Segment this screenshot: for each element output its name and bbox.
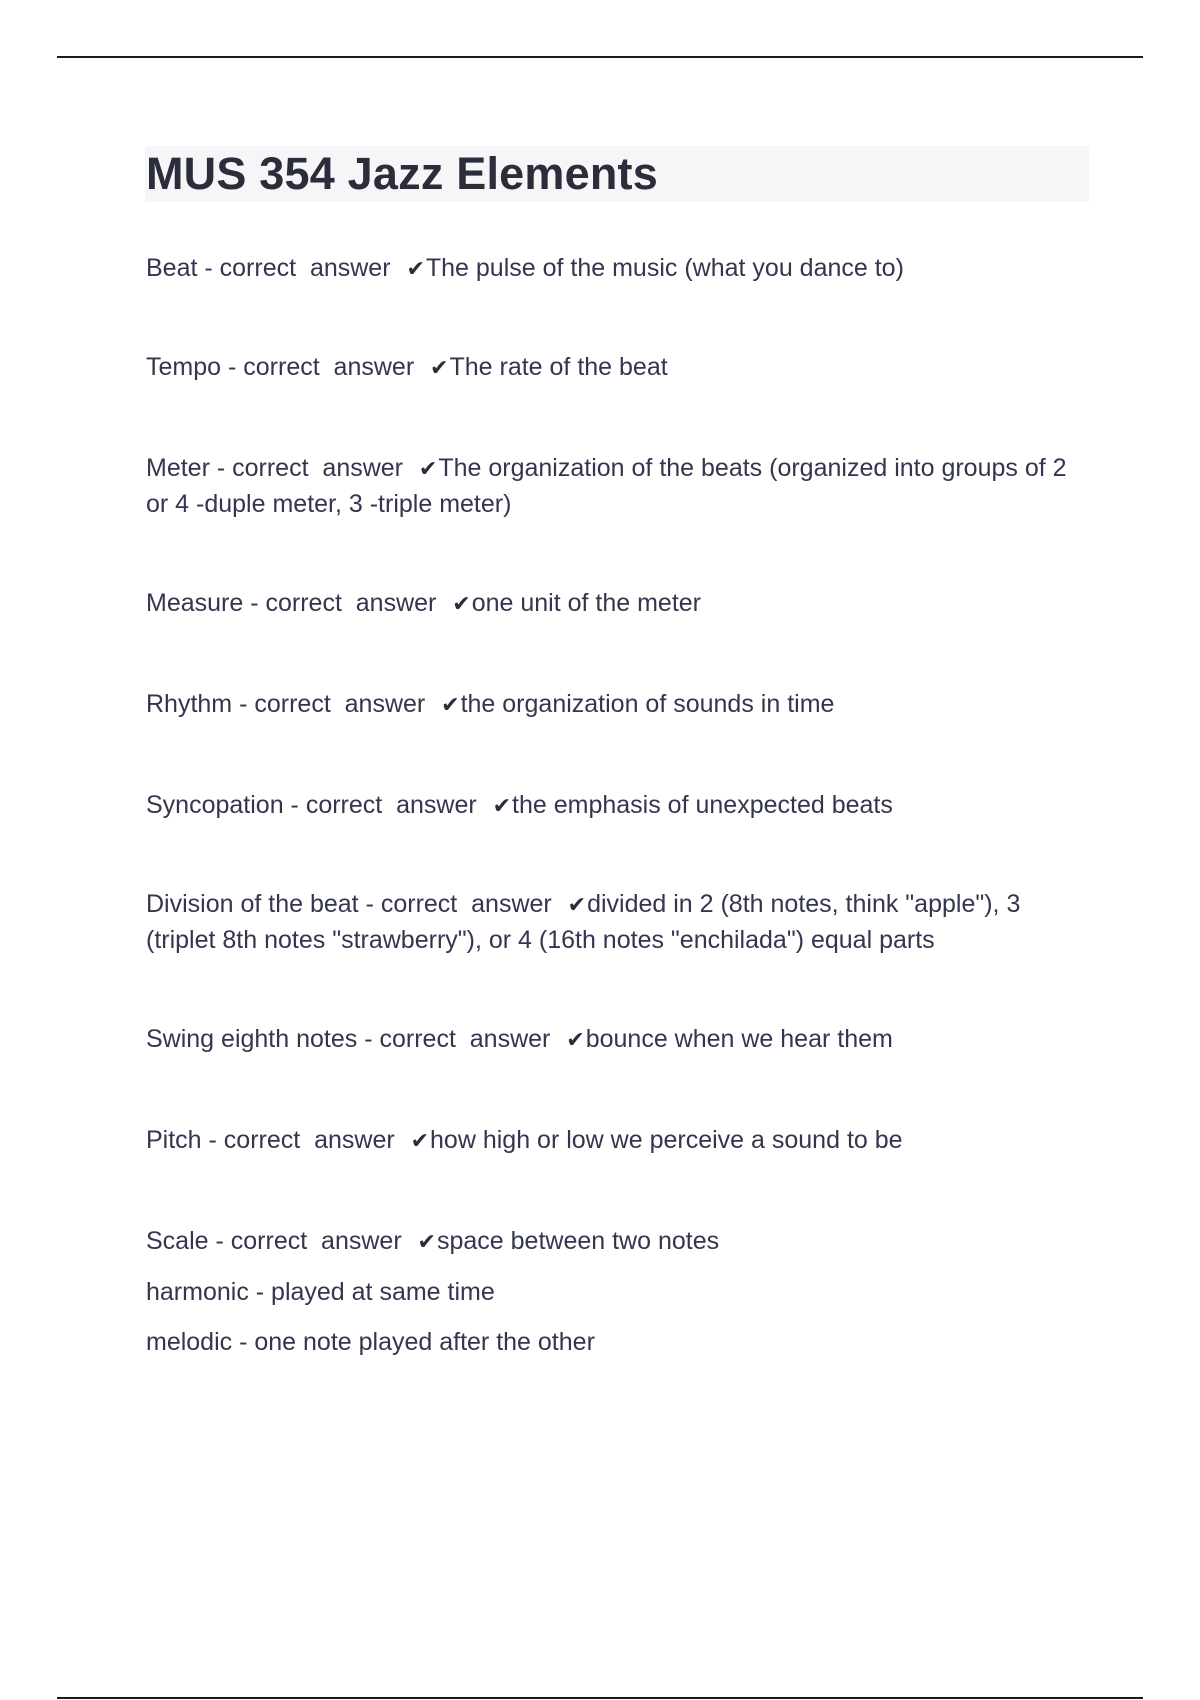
qa-term: Measure <box>146 589 244 617</box>
qa-answer: bounce when we hear them <box>585 1025 893 1053</box>
qa-item-tempo <box>146 350 1086 386</box>
qa-item-scale <box>146 1224 1086 1260</box>
qa-answer: the emphasis of unexpected beats <box>512 791 893 819</box>
qa-separator: - correct answer <box>358 890 566 918</box>
scale-note-harmonic: harmonic - played at same time <box>146 1278 495 1306</box>
checkmark-icon: ✔ <box>492 794 512 819</box>
qa-term: Rhythm <box>146 690 233 718</box>
qa-answer: The organization of the beats (organized into groups of 2 or 4 -duple meter, 3 -triple meter) <box>146 454 1067 518</box>
qa-separator: - correct answer <box>357 1025 565 1053</box>
qa-term: Meter <box>146 454 210 482</box>
qa-answer: The pulse of the music (what you dance to) <box>425 254 904 282</box>
qa-separator: - correct answer <box>232 690 440 718</box>
qa-item-meter <box>146 451 1086 521</box>
qa-item-measure <box>146 586 1086 622</box>
checkmark-icon: ✔ <box>430 356 449 381</box>
qa-term: Beat <box>146 254 198 282</box>
checkmark-icon: ✔ <box>452 592 471 617</box>
qa-answer: one unit of the meter <box>471 589 702 617</box>
qa-separator: - correct answer <box>208 1227 416 1255</box>
qa-term: Pitch <box>146 1126 202 1154</box>
top-rule <box>57 56 1143 58</box>
qa-answer: divided in 2 (8th notes, think "apple"), 3 (triplet 8th notes "strawberry"), or 4 (16th notes "enchilada") equal parts <box>146 890 1021 954</box>
qa-separator: - correct answer <box>201 1126 409 1154</box>
qa-item-pitch <box>146 1123 1086 1159</box>
checkmark-icon: ✔ <box>410 1129 430 1154</box>
checkmark-icon: ✔ <box>567 893 587 918</box>
checkmark-icon: ✔ <box>417 1230 436 1255</box>
qa-item-swing-eighth-notes <box>146 1022 1086 1058</box>
bottom-rule <box>57 1697 1143 1699</box>
page-title: MUS 354 Jazz Elements <box>146 148 658 199</box>
qa-term: Tempo <box>146 353 222 381</box>
qa-answer: the organization of sounds in time <box>460 690 835 718</box>
qa-item-division-of-the-beat <box>146 887 1086 957</box>
qa-item-syncopation <box>146 788 1086 824</box>
qa-separator: - correct answer <box>283 791 491 819</box>
qa-separator: - correct answer <box>209 454 417 482</box>
checkmark-icon: ✔ <box>418 457 438 482</box>
checkmark-icon: ✔ <box>566 1028 585 1053</box>
qa-term: Syncopation <box>146 791 284 819</box>
qa-answer: how high or low we perceive a sound to be <box>430 1126 903 1154</box>
checkmark-icon: ✔ <box>406 257 425 282</box>
qa-separator: - correct answer <box>221 353 429 381</box>
scale-note-melodic: melodic - one note played after the other <box>146 1328 595 1356</box>
qa-separator: - correct answer <box>243 589 451 617</box>
qa-answer: space between two notes <box>436 1227 720 1255</box>
qa-item-rhythm <box>146 687 1086 723</box>
qa-term: Scale <box>146 1227 209 1255</box>
qa-answer: The rate of the beat <box>449 353 668 381</box>
qa-separator: - correct answer <box>197 254 405 282</box>
qa-item-beat <box>146 251 1086 287</box>
checkmark-icon: ✔ <box>441 693 460 718</box>
qa-term: Division of the beat <box>146 890 359 918</box>
qa-term: Swing eighth notes <box>146 1025 358 1053</box>
